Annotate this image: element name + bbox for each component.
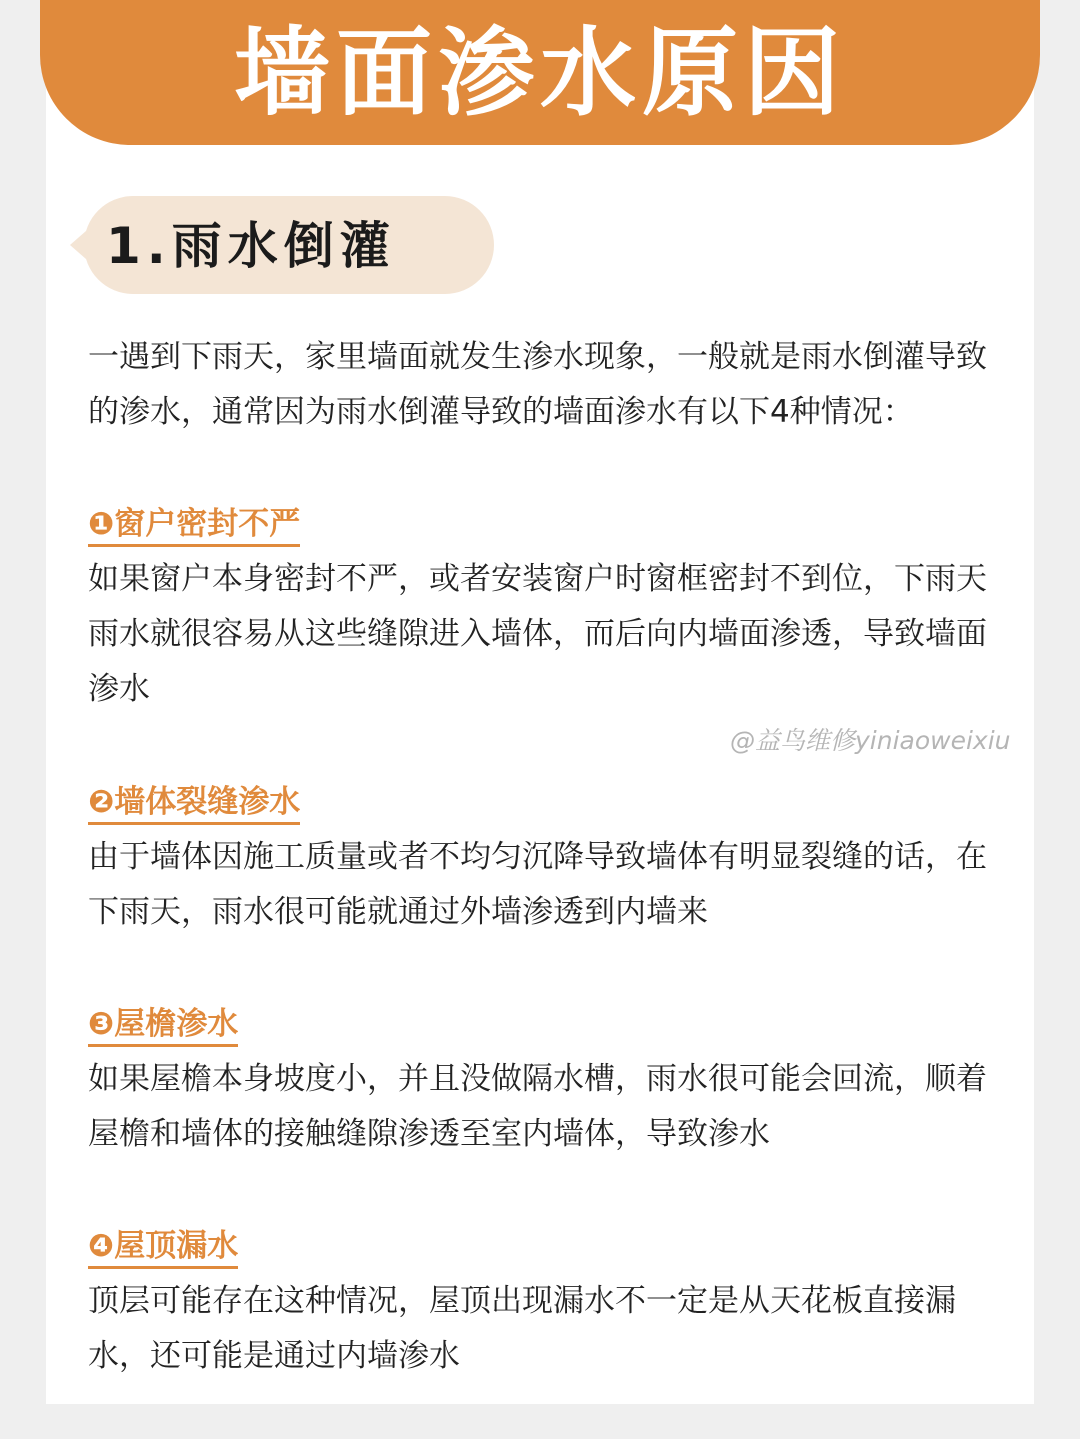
watermark: @益鸟维修yiniaoweixiu [730, 726, 1011, 755]
title-banner [40, 0, 1040, 145]
intro-paragraph: 一遇到下雨天，家里墙面就发生渗水现象，一般就是雨水倒灌导致的渗水，通常因为雨水倒灌导致的墙面渗水有以下4种情况： [88, 339, 987, 430]
item-heading-2: ❷墙体裂缝渗水 [88, 782, 300, 825]
item-heading-4: ❹屋顶漏水 [88, 1226, 238, 1269]
item-heading-3: ❸屋檐渗水 [88, 1004, 238, 1047]
item-text-2: 由于墙体因施工质量或者不均匀沉降导致墙体有明显裂缝的话，在下雨天，雨水很可能就通过外墙渗透到内墙来 [88, 839, 987, 930]
section-title: 1.雨水倒灌 [106, 217, 396, 275]
item-text-1: 如果窗户本身密封不严，或者安装窗户时窗框密封不到位，下雨天雨水就很容易从这些缝隙进入墙体，而后向内墙面渗透，导致墙面渗水 [88, 561, 987, 707]
item-text-3: 如果屋檐本身坡度小，并且没做隔水槽，雨水很可能会回流，顺着屋檐和墙体的接触缝隙渗透至室内墙体，导致渗水 [88, 1061, 987, 1152]
item-heading-1: ❶窗户密封不严 [88, 504, 300, 547]
item-text-4: 顶层可能存在这种情况，屋顶出现漏水不一定是从天花板直接漏水，还可能是通过内墙渗水 [88, 1283, 956, 1374]
page-title: 墙面渗水原因 [234, 17, 846, 129]
